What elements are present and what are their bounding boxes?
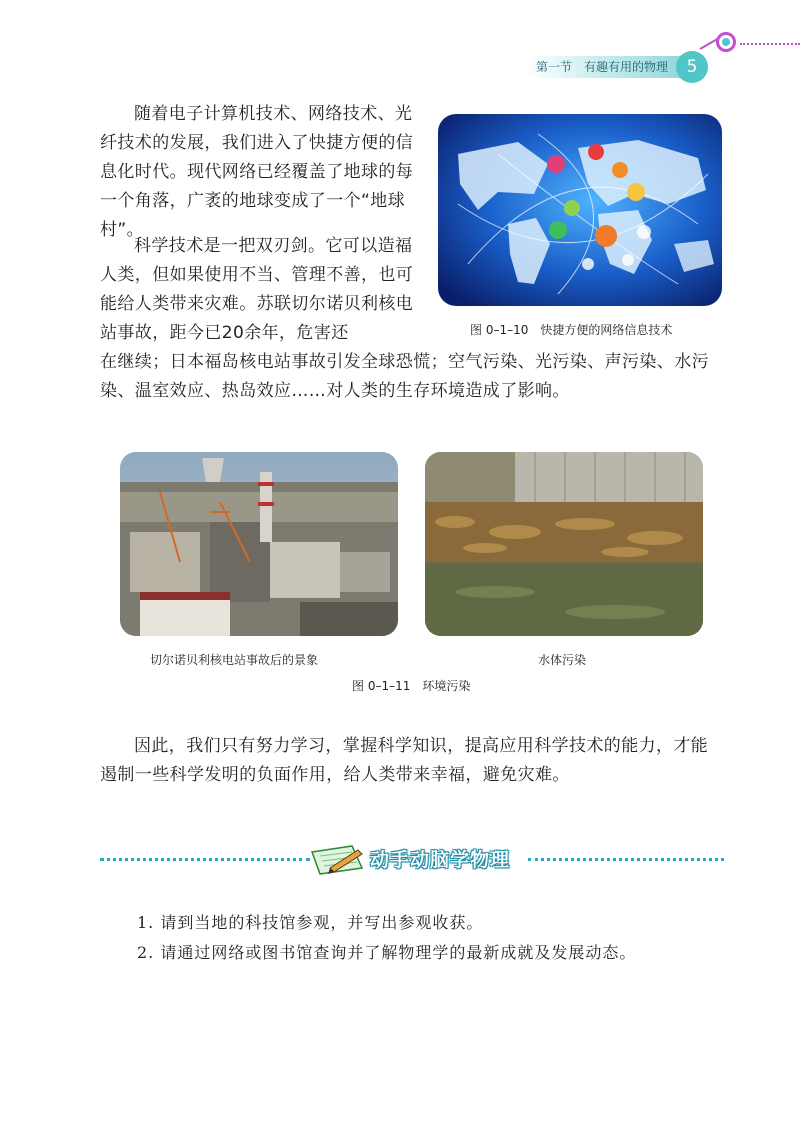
header-dotted-line [740, 43, 800, 45]
header-ring-decoration [716, 32, 736, 52]
section-title: 第一节 有趣有用的物理 [536, 60, 669, 74]
figure-caption-network: 图 0–1–10 快捷方便的网络信息技术 [470, 323, 673, 337]
chernobyl-aftermath-image [120, 452, 398, 636]
notebook-pencil-icon [306, 842, 370, 878]
page-number: 5 [676, 51, 708, 83]
figure-caption-chernobyl: 切尔诺贝利核电站事故后的景象 [150, 653, 319, 667]
section-divider-right [528, 858, 724, 861]
activity-task-1: 1. 请到当地的科技馆参观，并写出参观收获。 [137, 913, 484, 932]
paragraph-double-edged-sword-continued: 在继续；日本福岛核电站事故引发全球恐慌；空气污染、光污染、声污染、水污染、温室效应、热岛效应……对人类的生存环境造成了影响。 [100, 352, 709, 401]
network-technology-image [438, 114, 722, 306]
water-pollution-image [425, 452, 703, 636]
paragraph-conclusion: 因此，我们只有努力学习，掌握科学知识，提高应用科学技术的能力，才能遏制一些科学发明的负面作用，给人类带来幸福，避免灾难。 [100, 736, 709, 785]
activity-task-2: 2. 请通过网络或图书馆查询并了解物理学的最新成就及发展动态。 [137, 943, 637, 962]
paragraph-double-edged-sword: 科学技术是一把双刃剑。它可以造福人类，但如果使用不当、管理不善，也可能给人类带来灾难。苏联切尔诺贝利核电站事故，距今已20余年，危害还 [100, 236, 414, 343]
figure-caption-pollution: 图 0–1–11 环境污染 [352, 679, 471, 693]
section-divider-left [100, 858, 310, 861]
paragraph-info-age: 随着电子计算机技术、网络技术、光纤技术的发展，我们进入了快捷方便的信息化时代。现代网络已经覆盖了地球的每一个角落，广袤的地球变成了一个“地球村”。 [100, 104, 414, 240]
activity-title: 动手动脑学物理 [370, 849, 511, 871]
figure-caption-water: 水体污染 [538, 653, 587, 667]
